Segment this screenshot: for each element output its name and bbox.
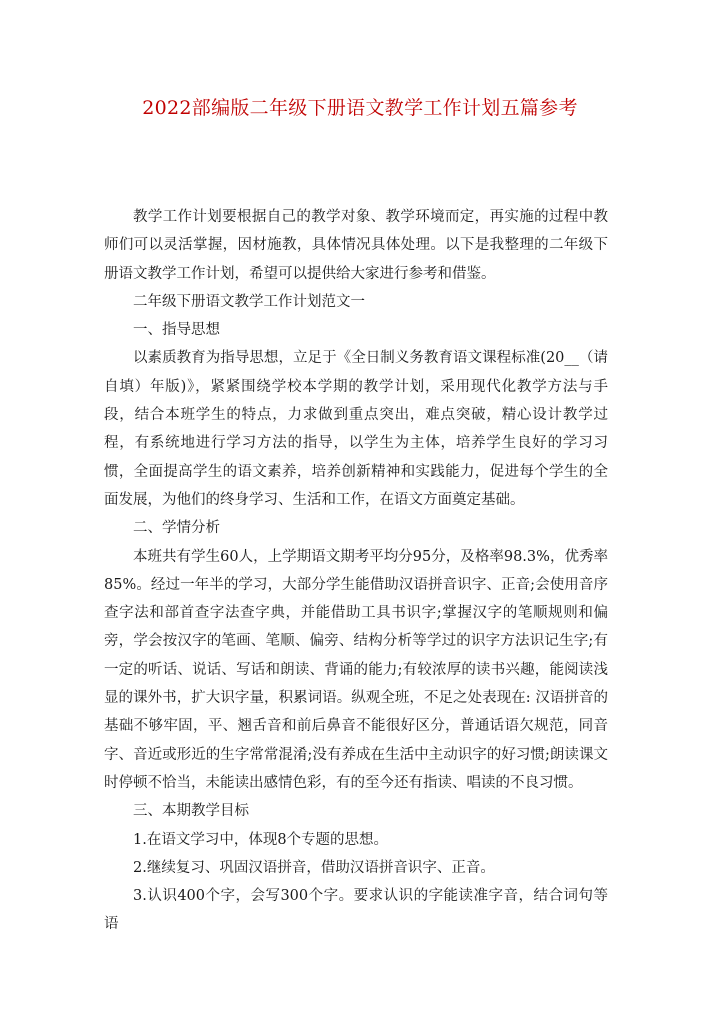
document-title: 2022部编版二年级下册语文教学工作计划五篇参考 xyxy=(142,97,578,119)
goal-item-1: 1.在语文学习中，体现8个专题的思想。 xyxy=(133,831,389,848)
intro-paragraph: 教学工作计划要根据自己的教学对象、教学环境而定，再实施的过程中教师们可以灵活掌握，因材施教，具体情况具体处理。以下是我整理的二年级下册语文教学工作计划，希望可以提供给大家进行参考和借鉴。 xyxy=(104,209,608,282)
heading-teaching-goals: 三、本期教学目标 xyxy=(133,803,249,820)
goal-item-2: 2.继续复习、巩固汉语拼音，借助汉语拼音识字、正音。 xyxy=(133,859,495,876)
paragraph-student-analysis: 本班共有学生60人，上学期语文期考平均分95分，及格率98.3%，优秀率85%。经过一年半的学习，大部分学生能借助汉语拼音识字、正音;会使用音序查字法和部首查字法查字典，并能借助工具书识字;掌握汉字的笔顺规则和偏旁，学会按汉字的笔画、笔顺、偏旁、结构分析等学过的识字方法识记生字;有一定的听话、说话、写话和朗读、背诵的能力;有较浓厚的读书兴趣，能阅读浅显的课外书，扩大识字量，积累词语。纵观全班，不足之处表现在: 汉语拼音的基础不够牢固，平、翘舌音和前后鼻音不能很好区分，普通话语欠规范，同音字、音近或形近的生字常常混淆;没有养成在生活中主动识字的好习惯;朗读课文时停顿不恰当，未能读出感情色彩，有的至今还有指读、唱读的不良习惯。 xyxy=(104,548,608,791)
paragraph-guiding-ideology: 以素质教育为指导思想，立足于《全日制义务教育语文课程标准(20__（请自填）年版)》，紧紧围绕学校本学期的教学计划，采用现代化教学方法与手段，结合本班学生的特点，力求做到重点突出，难点突破，精心设计教学过程，有系统地进行学习方法的指导，以学生为主体，培养学生良好的学习习惯，全面提高学生的语文素养，培养创新精神和实践能力，促进每个学生的全面发展，为他们的终身学习、生活和工作，在语文方面奠定基础。 xyxy=(104,350,608,508)
goal-item-3: 3.认识400个字，会写300个字。要求认识的字能读准字音，结合词句等语 xyxy=(104,888,608,933)
heading-guiding-ideology: 一、指导思想 xyxy=(133,322,220,339)
document-body xyxy=(104,203,608,939)
heading-student-analysis: 二、学情分析 xyxy=(133,520,220,537)
section-heading-sample-one: 二年级下册语文教学工作计划范文一 xyxy=(133,293,365,310)
